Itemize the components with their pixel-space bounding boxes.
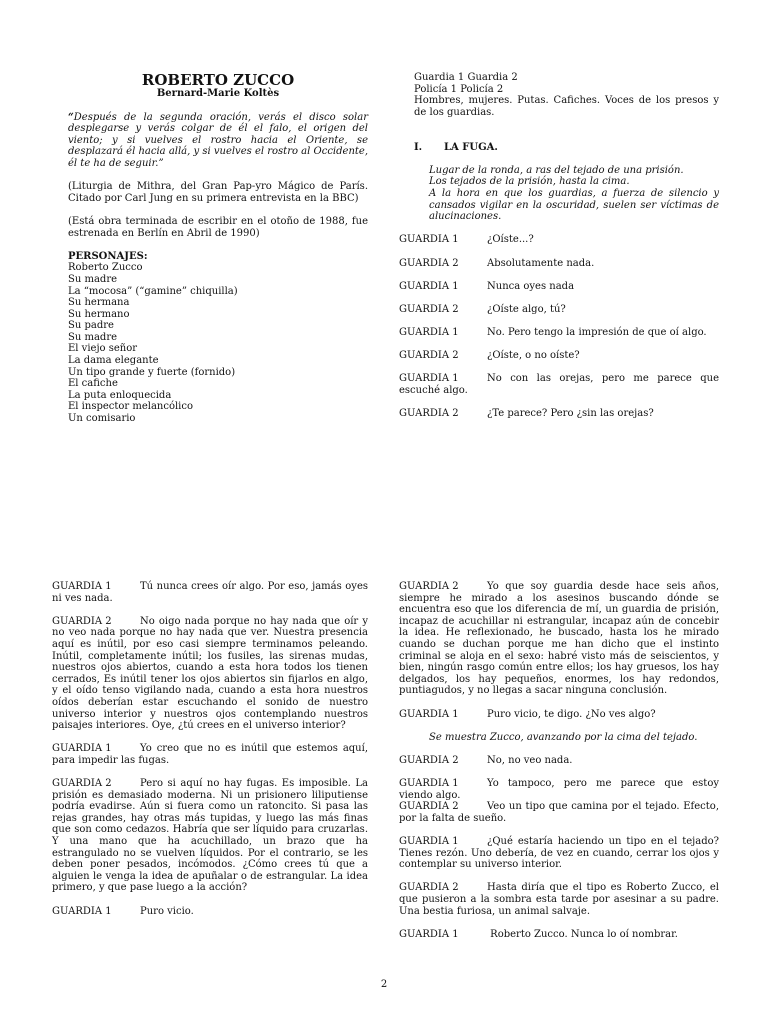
speaker-name: GUARDIA 1 [399, 327, 459, 339]
dialogue-line [399, 373, 719, 396]
title-column [68, 72, 368, 425]
character-item: La puta enloquecida [68, 389, 172, 401]
line-text: No con las orejas, pero me parece que escuché algo. [399, 373, 719, 397]
dialogue-line [52, 906, 368, 918]
speaker-name: GUARDIA 2 [399, 882, 459, 894]
dialogue-line [52, 616, 368, 732]
epigraph-open-quote: “ [68, 111, 74, 123]
line-text: Yo tampoco, pero me parece que estoy viendo algo. [399, 778, 719, 801]
scene-column [399, 72, 719, 420]
epigraph [68, 112, 368, 170]
speaker-name: GUARDIA 1 [399, 928, 459, 940]
character-item: Un tipo grande y fuerte (fornido) [68, 366, 236, 378]
character-item: El inspector melancólico [68, 401, 194, 413]
stage-direction: Los tejados de la prisión, hasta la cima. [429, 176, 630, 188]
play-title: ROBERTO ZUCCO [141, 71, 295, 89]
speaker-name: GUARDIA 1 [399, 280, 459, 292]
line-text: Puro vicio. [140, 905, 194, 917]
dialogue-line [399, 258, 719, 270]
line-text: ¿Oíste algo, tú? [487, 303, 566, 315]
character-list [68, 262, 368, 424]
speaker-name: GUARDIA 2 [399, 350, 459, 362]
dialogue-line [399, 350, 719, 362]
page-number: 2 [380, 979, 388, 990]
line-text: No. Pero tengo la impresión de que oí algo. [487, 327, 707, 339]
premiere-note: (Está obra terminada de escribir en el otoño de 1988, fue estrenada en Berlín en Abril de 1990) [68, 215, 368, 239]
dialogue-left-column [52, 581, 368, 917]
line-text: Hasta diría que el tipo es Roberto Zucco, el que pusieron a la sombra esta tarde por asesinar a su padre. Una bestia furiosa, un animal salvaje. [399, 882, 719, 917]
stage-direction: A la hora en que los guardias, a fuerza de silencio y cansados vigilar en la oscuridad, suelen ser víctimas de alucinaciones. [429, 187, 719, 223]
scene-heading [399, 142, 719, 154]
line-text: Veo un tipo que camina por el tejado. Efecto, por la falta de sueño. [399, 801, 719, 824]
character-item: Su madre [68, 331, 118, 343]
character-item: Su madre [68, 273, 118, 285]
character-item: Un comisario [68, 413, 136, 425]
speaker-name: GUARDIA 1 [399, 234, 459, 246]
speaker-name: GUARDIA 1 [399, 373, 459, 385]
scene-number: I. [414, 141, 423, 153]
character-item: Guardia 1 Guardia 2 [414, 72, 518, 83]
line-text: Yo que soy guardia desde hace seis años, siempre he mirado a los asesinos buscando dónde se encuentra eso que los diferencia de mí, un guardia de prisión, incapaz de acuchillar ni estrangular, incapaz aún de concebir la idea. He reflexionado, he buscado, hasta los he mirado cuando se duchan porque me han dicho que el instinto criminal se aloja en el sexo: habré visto más de seiscientos, y bien, ningún rasgo común entre ellos; los hay gruesos, los hay delgados, los hay pequeños, enormes, los hay redondos, puntiagudos, y no llegas a sacar ninguna conclusión. [399, 581, 719, 697]
dialogue-line [399, 408, 719, 420]
character-item: Su hermano [68, 308, 130, 320]
line-text: Roberto Zucco. Nunca lo oí nombrar. [487, 928, 678, 940]
speaker-name: GUARDIA 2 [399, 303, 459, 315]
line-text: ¿Oíste...? [487, 234, 534, 246]
line-text: No oigo nada porque no hay nada que oír y no veo nada porque no hay nada que ver. Nuestra presencia aquí es inútil, por eso casi siempre terminamos peleando. Inútil, completamente inútil; los fusiles, las sirenas mudas, nuestros ojos abiertos, cuando a esta hora todos los tienen cerrados, Es inútil tener los ojos abiertos sin fijarlos en algo, y el oído tenso vigilando nada, cuando a esta hora nuestros oídos deberían estar escuchando el sonido de nuestro universo interior y nuestros ojos contemplando nuestros paisajes interiores. Oye, ¿tú crees en el universo interior? [52, 615, 368, 732]
line-text: No, no veo nada. [487, 754, 573, 766]
dialogue-line [399, 234, 719, 246]
dialogue-line [52, 743, 368, 766]
character-item: El viejo señor [68, 343, 138, 355]
scene-title: LA FUGA. [444, 141, 498, 153]
play-author: Bernard-Marie Koltès [156, 88, 280, 99]
line-text: Tú nunca crees oír algo. Por eso, jamás oyes ni ves nada. [52, 581, 368, 604]
speaker-name: GUARDIA 1 [399, 708, 459, 720]
speaker-name: GUARDIA 2 [399, 754, 459, 766]
line-text: Nunca oyes nada [487, 280, 575, 292]
line-text: Pero si aquí no hay fugas. Es imposible. La prisión es demasiado moderna. Ni un prisionero liliputiense podría evadirse. Aún si fuera como un ratoncito. Si pasa las rejas grandes, hay otras más tupidas, y luego las más finas que son como cedazos. Habría que ser líquido para cruzarlas. Y una mano que ha acuchillado, un brazo que ha estrangulado no se vuelven líquidos. Por el contrario, se les deben poner pesados, incómodos. ¿Cómo crees tú que a alguien le venga la idea de apuñalar o de estrangular. La idea primero, y que pase luego a la acción? [52, 778, 368, 894]
dialogue-line [399, 327, 719, 339]
dialogue-line [399, 929, 719, 941]
line-text: ¿Qué estaría haciendo un tipo en el tejado? Tienes rezón. Uno debería, de vez en cuando, cerrar los ojos y contemplar su universo interior. [399, 836, 719, 871]
dialogue-line [399, 882, 719, 917]
speaker-name: GUARDIA 2 [399, 408, 459, 420]
dialogue-right-column [399, 581, 719, 940]
dialogue-line [399, 836, 719, 871]
dialogue-top [399, 234, 719, 420]
line-text: Yo creo que no es inútil que estemos aquí, para impedir las fugas. [52, 743, 368, 766]
dialogue-line [399, 801, 719, 824]
speaker-name: GUARDIA 1 [52, 743, 112, 755]
line-text: Puro vicio, te digo. ¿No ves algo? [487, 708, 656, 720]
dialogue-line [399, 755, 719, 767]
epigraph-source: (Liturgia de Mithra, del Gran Pap-yro Mágico de París. Citado por Carl Jung en su primera entrevista en la BBC) [68, 181, 368, 204]
dialogue-line [399, 709, 719, 721]
personajes-heading: PERSONAJES: [68, 250, 148, 262]
character-item: La “mocosa” (“gamine” chiquilla) [68, 285, 238, 297]
character-item: Policía 1 Policía 2 [414, 83, 504, 95]
character-item: Su hermana [68, 297, 130, 309]
speaker-name: GUARDIA 1 [399, 778, 459, 790]
dialogue-line [399, 778, 719, 801]
speaker-name: GUARDIA 2 [52, 778, 112, 790]
stage-directions [399, 165, 719, 223]
speaker-name: GUARDIA 2 [399, 581, 459, 592]
dialogue-line [399, 304, 719, 316]
character-list-continued [399, 72, 719, 118]
line-text: ¿Oíste, o no oíste? [487, 350, 580, 362]
dialogue-line [52, 581, 368, 604]
character-item: Su padre [68, 320, 114, 332]
speaker-name: GUARDIA 1 [52, 905, 112, 917]
speaker-name: GUARDIA 1 [399, 836, 459, 848]
dialogue-line [399, 281, 719, 293]
stage-direction: Lugar de la ronda, a ras del tejado de una prisión. [429, 164, 684, 176]
character-item: Roberto Zucco [68, 262, 143, 274]
dialogue-line [52, 778, 368, 894]
epigraph-text: Después de la segunda oración, verás el disco solar desplegarse y verás colgar de él el falo, el origen del viento; y si vuelves el rostro hacia el Oriente, se desplazará él hacia allá, y si vuelves el rostro al Occidente, él te ha de seguir.” [68, 111, 368, 169]
speaker-name: GUARDIA 2 [399, 801, 459, 813]
stage-direction: Se muestra Zucco, avanzando por la cima del tejado. [429, 731, 698, 743]
character-item: El cafiche [68, 378, 118, 390]
speaker-name: GUARDIA 1 [52, 581, 112, 592]
character-item: Hombres, mujeres. Putas. Cafiches. Voces de los presos y de los guardias. [414, 95, 719, 118]
line-text: ¿Te parece? Pero ¿sin las orejas? [487, 408, 654, 420]
speaker-name: GUARDIA 2 [52, 615, 112, 627]
character-item: La dama elegante [68, 355, 159, 367]
line-text: Absolutamente nada. [487, 257, 595, 269]
dialogue-line [399, 581, 719, 697]
speaker-name: GUARDIA 2 [399, 257, 459, 269]
